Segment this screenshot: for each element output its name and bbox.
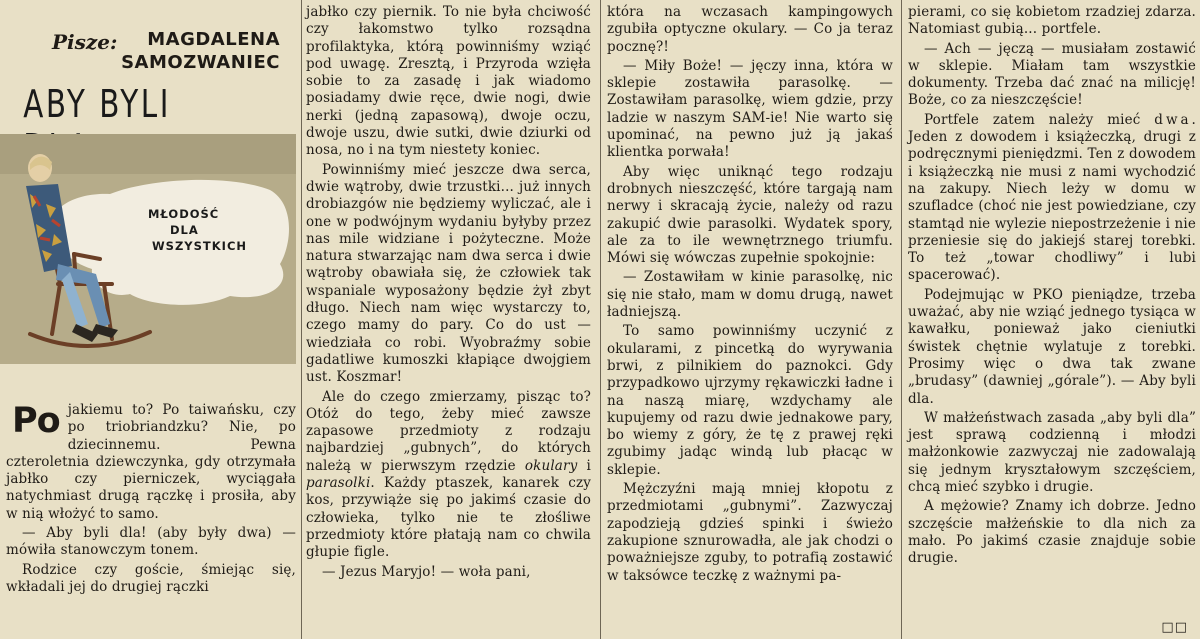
series-line-1: MŁODOŚĆ (148, 207, 220, 221)
column-rule (600, 0, 601, 639)
emphasis: parasolki (306, 475, 371, 492)
paragraph-text: . Jeden z dowodem i książeczką, drugi z podręcznymi pieniędzmi. Ten z dowodem i książeczką nie musi z nami wychodzić na zakupy. Niech leży w domu w szufladce (choć nie jest powiedziane, czy stamtąd nie wylezie niepostrzeżenie i nie przeniesie się do jakiejś starej torebki. To też „towar chodliwy” i lubi spacerować). (908, 111, 1196, 284)
paragraph: — Zostawiłam w kinie parasolkę, nic się nie stało, mam w domu drugą, nawet ładniejszą. (607, 269, 893, 321)
paragraph: Aby więc uniknąć tego rodzaju drobnych nieszczęść, które targają nam nerwy i skracają życie, należy od razu zakupić dwie parasolki. Wydatek spory, ale za to ile wewnętrznego triumfu. Mówi się wówczas zupełnie spokojnie: (607, 163, 893, 267)
paragraph-text: Portfele zatem należy mieć (924, 111, 1155, 128)
byline-prefix: Pisze: (52, 30, 118, 54)
paragraph-text: . Każdy ptaszek, kanarek czy kos, przywiąże się po jakimś czasie do człowieka, tylko nie te złośliwe przedmioty które płatają nam co chwila głupie figle. (306, 475, 591, 561)
paragraph: W małżeństwach zasada „aby byli dla” jest sprawą codzienną i młodzi małżonkowie zazwyczaj nie zadowalają się jednym kryształowym szczęściem, chcą mieć szybko i drugie. (908, 409, 1196, 496)
paragraph: A mężowie? Znamy ich dobrze. Jedno szczęście małżeńskie to dla nich za mało. Po jakimś czasie znajduje sobie drugie. (908, 498, 1196, 567)
paragraph-text: jakiemu to? Po taiwańsku, czy po triobriandzku? Nie, po dziecinnemu. Pewna czteroletnia dziewczynka, gdy otrzymała jabłko czy pierniczek, wyciągała natychmiast drugą rączkę i prosiła, aby w nią włożyć to samo. (6, 402, 296, 522)
column-1 (6, 4, 296, 639)
column-rule (301, 0, 302, 639)
article-headline: ABY BYLI (23, 82, 171, 126)
rocking-chair-illustration (0, 134, 296, 364)
paragraph-text: Ale do czego zmierzamy, pisząc to? Otóż do tego, żeby mieć zawsze zapasowe przedmioty z rodzaju najbardziej „gubnych”, do których należą w pierwszym rzędzie (306, 388, 591, 474)
paragraph: pierami, co się kobietom rzadziej zdarza. Natomiast gubią... portfele. (908, 4, 1196, 38)
spaced-word: dwa (1154, 111, 1192, 128)
series-title (140, 206, 280, 254)
byline (6, 4, 296, 73)
author-name: MAGDALENA SAMOZWANIEC (121, 29, 280, 73)
paragraph-text: i (577, 457, 591, 474)
paragraph (306, 389, 591, 562)
column-2 (306, 4, 591, 639)
series-line-3: WSZYSTKICH (152, 239, 248, 253)
emphasis: okulary (524, 457, 578, 474)
paragraph: Mężczyźni mają mniej kłopotu z przedmiotami „gubnymi”. Zazwyczaj zapodzieją gdzieś spinki i świeżo zakupione sznurowadła, ale jak chodzi o poważniejsze zguby, to potrafią zostawić w taksówce teczkę z ważnymi pa- (607, 481, 893, 584)
drop-cap: Po (12, 401, 60, 441)
paragraph: To samo powinniśmy uczynić z okularami, z pincetką do wyrywania brwi, z pilnikiem do paznokci. Gdy przypadkowo ujrzymy rękawiczki ładne i na naszą miarę, wzdychamy ale kupujemy od razu dwie jednakowe pary, bo wiemy z góry, że tę z prawej ręki zgubimy jadąc windą lub płacąc w sklepie. (607, 323, 893, 478)
paragraph: jabłko czy piernik. To nie była chciwość czy łakomstwo tylko rozsądna profilaktyka, którą powinniśmy wziąć pod uwagę. Zresztą, i Przyroda wzięła sobie to za zasadę i jak wiadomo posiadamy dwie ręce, dwie nogi, dwie nerki (jedną zapasową), dwoje oczu, dwoje uszu, dwie sutki, dwie dziurki od nosa, no i na tym niestety koniec. (306, 4, 591, 159)
paragraph (6, 402, 296, 523)
series-line-2: DLA (170, 223, 199, 237)
column-3 (607, 4, 893, 639)
column-4 (908, 4, 1196, 639)
paragraph: — Jezus Maryjo! — woła pani, (322, 563, 531, 580)
paragraph: Powinniśmy mieć jeszcze dwa serca, dwie wątroby, dwie trzustki... już innych drobiazgów nie będziemy wyliczać, ale i one w podwójnym wydaniu byłyby przez nas mile widziane i pożyteczne. Może natura stwarzając nam dwa serca i dwie wątroby obawiała się, że człowiek tak wspaniale wyposażony będzie żył zbyt długo. Niech nam więc wystarczy to, czego mamy do pary. Co do ust — wiedziała co robi. Wyobraźmy sobie gadatliwe kumoszki kłapiące dwojgiem ust. Koszmar! (306, 161, 591, 386)
paragraph: Rodzice czy goście, śmiejąc się, wkładali jej do drugiej rączki (6, 561, 296, 595)
paragraph: Podejmując w PKO pieniądze, trzeba uważać, aby nie wziąć jednego tysiąca w kawałku, ponieważ jako cieniutki świstek chętnie wylatuje z torebki. Prosimy więc o dwa tak zwane „brudasy” (dawniej „górale”). — Aby byli dla. (908, 286, 1196, 407)
paragraph: — Ach — jęczą — musiałam zostawić w sklepie. Miałam tam wszystkie dokumenty. Trzeba dać znać na milicję! Boże, co za nieszczęście! (908, 40, 1196, 109)
paragraph: która na wczasach kampingowych zgubiła optyczne okulary. — Co ja teraz pocznę?! (607, 4, 893, 55)
paragraph: — Miły Boże! — jęczy inna, która w sklepie zostawiła parasolkę. — Zostawiłam parasolkę, wiem gdzie, przy ladzie w naszym SAM-ie! Nie warto się upominać, na pewno już ją jakaś klientka porwała! (607, 57, 893, 161)
paragraph (908, 112, 1196, 285)
column-rule (901, 0, 902, 639)
intro-section (6, 402, 296, 596)
paragraph: — Aby byli dla! (aby były dwa) — mówiła stanowczym tonem. (6, 525, 296, 559)
end-of-article-mark: □□ (1161, 620, 1188, 635)
